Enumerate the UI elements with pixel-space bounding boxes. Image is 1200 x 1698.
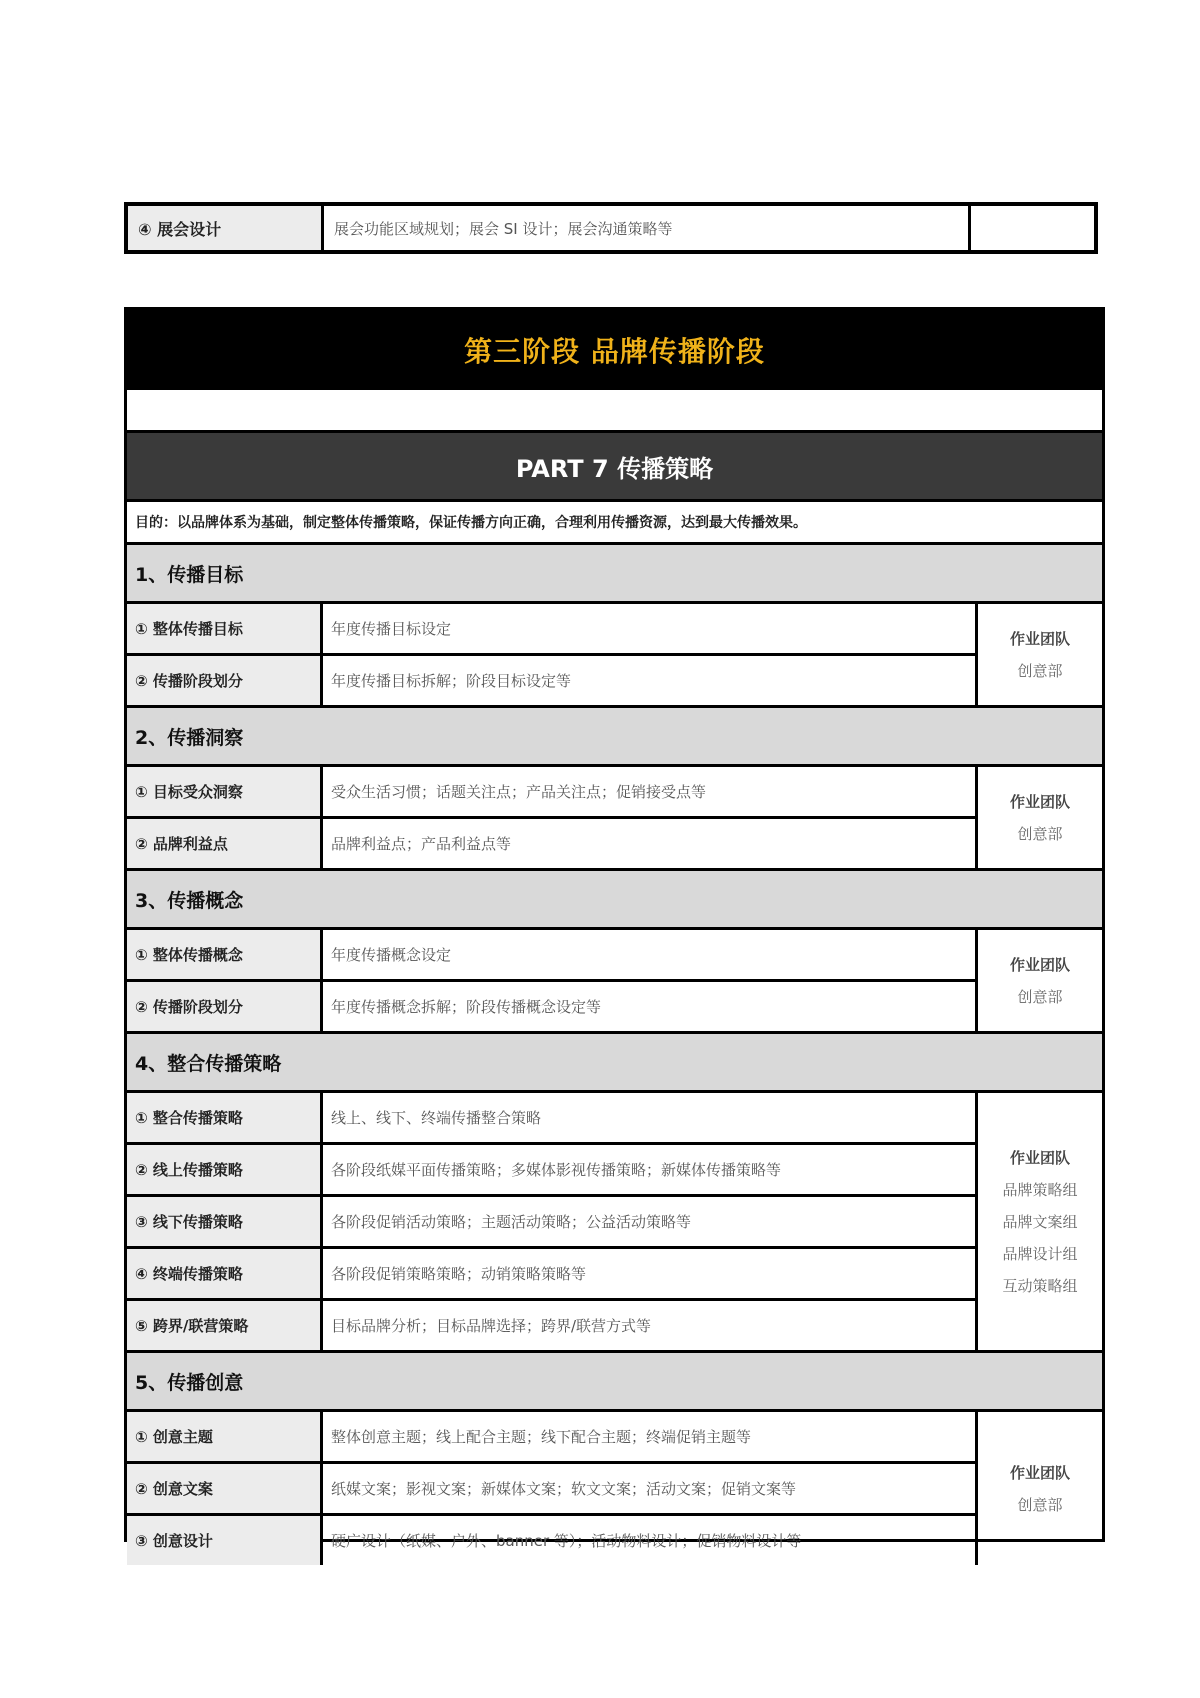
row-description: 展会功能区域规划；展会 SI 设计；展会沟通策略等: [324, 206, 971, 250]
team-cell: [978, 1093, 1102, 1350]
row-description: 纸媒文案；影视文案；新媒体文案；软文文案；活动文案；促销文案等: [323, 1464, 978, 1513]
team-heading: 作业团队: [1009, 792, 1070, 811]
section-rows: [127, 767, 978, 868]
section-rows: [127, 1412, 978, 1565]
row-description: 年度传播目标拆解；阶段目标设定等: [323, 656, 978, 705]
table-row: [127, 1301, 978, 1350]
table-row: [127, 1249, 978, 1301]
row-label: ② 创意文案: [127, 1464, 323, 1513]
row-description: 整体创意主题；线上配合主题；线下配合主题；终端促销主题等: [323, 1412, 978, 1461]
table-row: [127, 1093, 978, 1145]
table-row: [127, 604, 978, 656]
team-member: 品牌文案组: [1002, 1212, 1078, 1231]
table-row: [127, 982, 978, 1031]
row-description: 年度传播概念拆解；阶段传播概念设定等: [323, 982, 978, 1031]
spacer-row: [127, 390, 1102, 433]
team-member: 互动策略组: [1002, 1276, 1078, 1295]
team-member: 创意部: [1017, 1495, 1063, 1514]
previous-table-fragment: [124, 202, 1098, 254]
row-description: 年度传播概念设定: [323, 930, 978, 979]
phase-table: [124, 307, 1105, 1550]
team-heading: 作业团队: [1009, 629, 1070, 648]
section-heading: 3、传播概念: [127, 871, 1102, 930]
table-row: [127, 1412, 978, 1464]
row-label: ③ 线下传播策略: [127, 1197, 323, 1246]
section-heading: 4、整合传播策略: [127, 1034, 1102, 1093]
table-row: [127, 1464, 978, 1516]
row-description: 目标品牌分析；目标品牌选择；跨界/联营方式等: [323, 1301, 978, 1350]
row-description: 品牌利益点；产品利益点等: [323, 819, 978, 868]
section-heading: 1、传播目标: [127, 545, 1102, 604]
team-cell: [978, 930, 1102, 1031]
row-label: ④ 终端传播策略: [127, 1249, 323, 1298]
row-label: ② 品牌利益点: [127, 819, 323, 868]
team-cell-empty: [971, 206, 1094, 250]
row-description: 线上、线下、终端传播整合策略: [323, 1093, 978, 1142]
table-row: [127, 1145, 978, 1197]
section-body: [127, 1412, 1102, 1565]
row-description: 各阶段纸媒平面传播策略；多媒体影视传播策略；新媒体传播策略等: [323, 1145, 978, 1194]
section-heading: 2、传播洞察: [127, 708, 1102, 767]
row-label: ① 创意主题: [127, 1412, 323, 1461]
row-label: ② 传播阶段划分: [127, 982, 323, 1031]
table-row: [127, 767, 978, 819]
team-member: 创意部: [1017, 661, 1063, 680]
row-label: ⑤ 跨界/联营策略: [127, 1301, 323, 1350]
phase-title: 第三阶段 品牌传播阶段: [127, 310, 1102, 390]
row-label: ② 线上传播策略: [127, 1145, 323, 1194]
team-member: 创意部: [1017, 987, 1063, 1006]
table-row: [127, 656, 978, 705]
table-row: [127, 819, 978, 868]
row-description: 硬广设计（纸媒、户外、banner 等）；活动物料设计；促销物料设计等: [323, 1516, 978, 1565]
row-label: ④ 展会设计: [128, 206, 324, 250]
row-description: 各阶段促销活动策略；主题活动策略；公益活动策略等: [323, 1197, 978, 1246]
team-member: 创意部: [1017, 824, 1063, 843]
table-row: [127, 930, 978, 982]
team-heading: 作业团队: [1009, 1463, 1070, 1482]
row-label: ① 整合传播策略: [127, 1093, 323, 1142]
row-label: ① 整体传播目标: [127, 604, 323, 653]
row-label: ① 整体传播概念: [127, 930, 323, 979]
section-body: [127, 767, 1102, 871]
section-body: [127, 930, 1102, 1034]
team-member: 品牌设计组: [1002, 1244, 1078, 1263]
row-description: 年度传播目标设定: [323, 604, 978, 653]
section-body: [127, 1093, 1102, 1353]
row-description: 各阶段促销策略策略；动销策略策略等: [323, 1249, 978, 1298]
section-body: [127, 604, 1102, 708]
row-label: ② 传播阶段划分: [127, 656, 323, 705]
table-row: [127, 1197, 978, 1249]
row-description: 受众生活习惯；话题关注点；产品关注点；促销接受点等: [323, 767, 978, 816]
table-row: [127, 1516, 978, 1565]
row-label: ③ 创意设计: [127, 1516, 323, 1565]
purpose-text: 目的：以品牌体系为基础，制定整体传播策略，保证传播方向正确，合理利用传播资源，达到最大传播效果。: [127, 502, 1102, 545]
team-cell: [978, 604, 1102, 705]
sections-container: [127, 545, 1102, 1565]
team-heading: 作业团队: [1009, 1148, 1070, 1167]
team-member: 品牌策略组: [1002, 1180, 1078, 1199]
part-title: PART 7 传播策略: [127, 433, 1102, 502]
section-rows: [127, 604, 978, 705]
team-heading: 作业团队: [1009, 955, 1070, 974]
team-cell: [978, 1412, 1102, 1565]
row-label: ① 目标受众洞察: [127, 767, 323, 816]
team-cell: [978, 767, 1102, 868]
section-rows: [127, 1093, 978, 1350]
section-rows: [127, 930, 978, 1031]
section-heading: 5、传播创意: [127, 1353, 1102, 1412]
